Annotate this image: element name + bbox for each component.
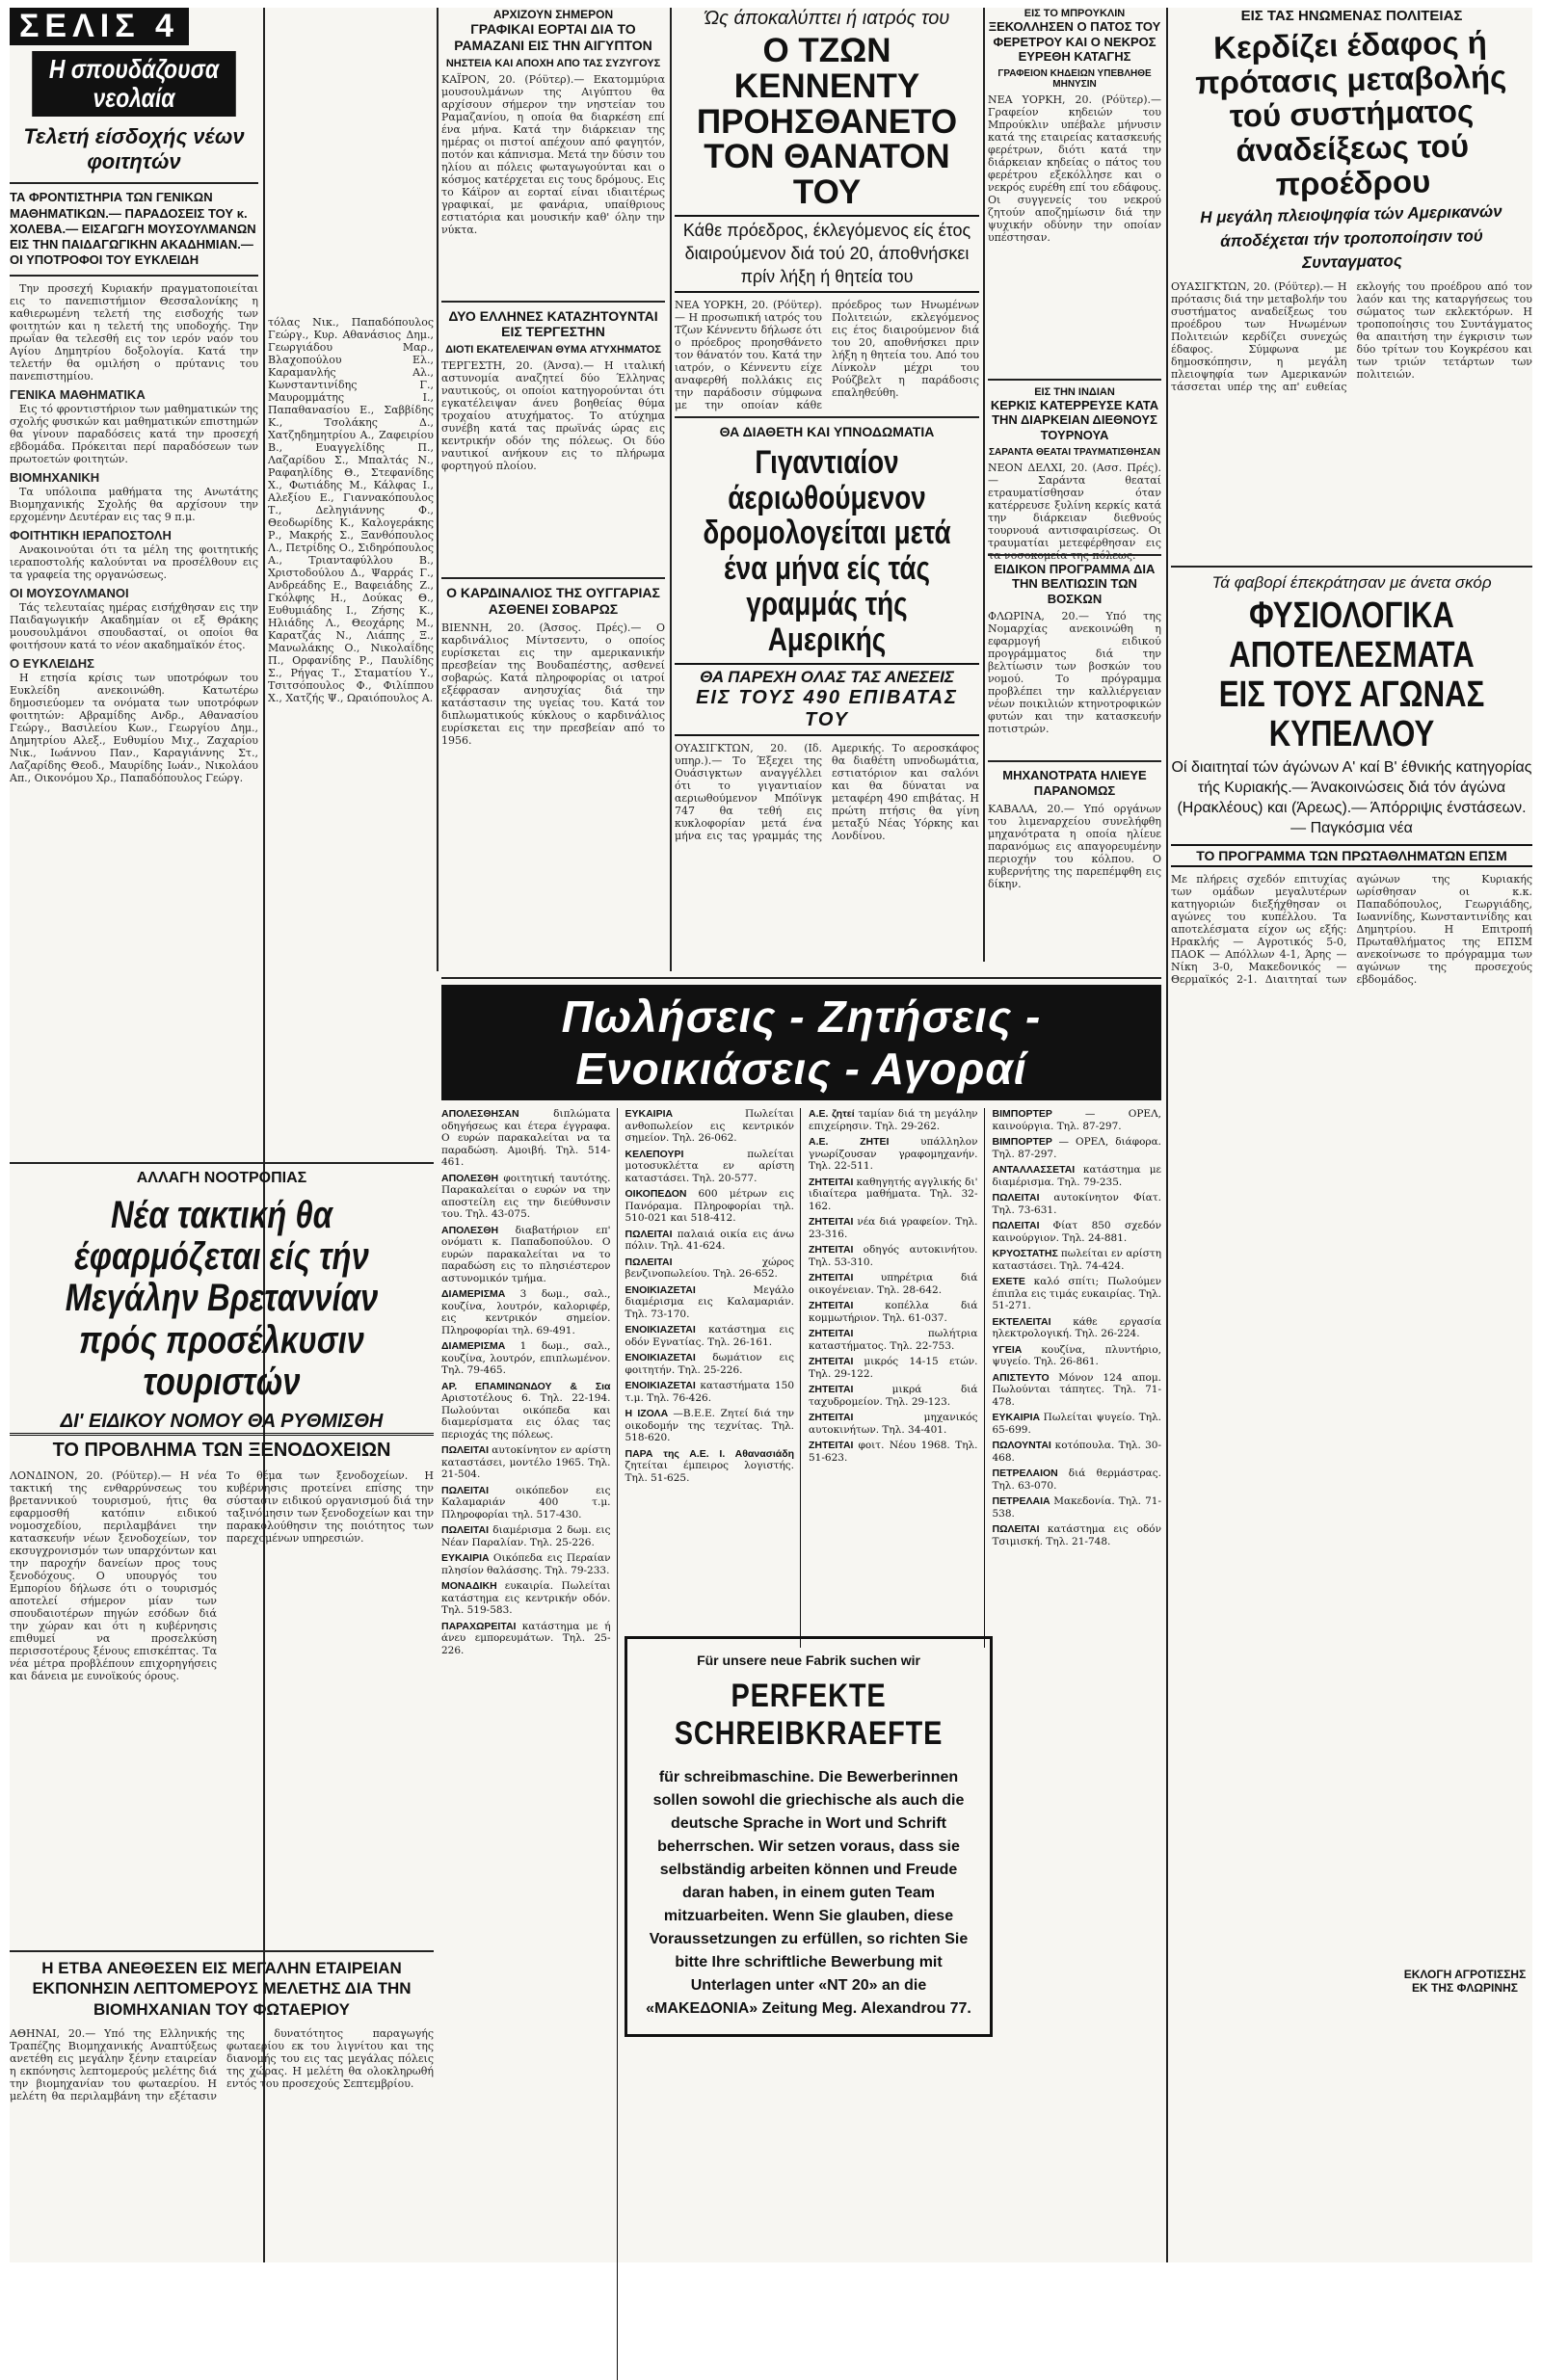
classified-lead: ΖΗΤΕΙΤΑΙ — [809, 1412, 924, 1423]
classified-text: ευκαιρία. Πωλείται κατάστημα εις κεντρικήν οδόν. Τηλ. 519-583. — [441, 1580, 611, 1616]
headline: Ο ΤΖΩΝ ΚΕΝΝΕΝΤΥ ΠΡΟΗΣΘΑΝΕΤΟ ΤΟΝ ΘΑΝΑΤΟΝ ΤΟΥ — [696, 32, 958, 211]
column-rule — [263, 8, 265, 2262]
classified-lead: ΠΕΤΡΕΛΑΙΟΝ — [992, 1468, 1069, 1479]
classified-text: κοτόπουλα. Τηλ. 30-468. — [992, 1440, 1161, 1464]
classified-lead: ΠΩΛΕΙΤΑΙ — [992, 1523, 1048, 1535]
classified-listing — [809, 1272, 978, 1296]
classified-text: πωλείται εν αρίστη καταστάσει. Τηλ. 74-424. — [992, 1248, 1162, 1272]
classified-text: — ΟΡΕΛ, διάφορα. Τηλ. 87-297. — [992, 1136, 1161, 1160]
classified-listing — [441, 1621, 611, 1657]
subhead: ΓΡΑΦΕΙΟΝ ΚΗΔΕΙΩΝ ΥΠΕΒΛΗΘΕ ΜΗΝΥΣΙΝ — [997, 67, 1152, 90]
classified-listing — [441, 1173, 611, 1221]
classified-text: μικρά διά ταχυδρομείον. Τηλ. 29-123. — [809, 1384, 978, 1408]
classified-listing — [625, 1324, 795, 1348]
article-body: ΝΕΟΝ ΔΕΛΧΙ, 20. (Ασσ. Πρές).— Σαράντα θεαταί ετραυματίσθησαν όταν κατέρρευσε ξυλίνη κερκίς κατά την διάρκειαν διεθνούς τουρνουά αντισφαιρίσεως. Οι τραυματίαι μετεφέρθησαν εις τα νοσοκομεία της πόλεως. — [988, 461, 1161, 562]
classified-listing — [993, 1164, 1162, 1188]
classified-lead: Α.Ε. ζητεί — [809, 1108, 859, 1120]
classified-listing — [993, 1412, 1162, 1436]
classified-lead: ΠΩΛΕΙΤΑΙ — [992, 1220, 1053, 1231]
classified-text: — ΟΡΕΛ, καινούργια. Τηλ. 87-297. — [992, 1108, 1161, 1132]
classified-text: καταστήματα 150 τ.μ. Τηλ. 76-426. — [625, 1380, 794, 1404]
classified-lead: ΠΕΤΡΕΛΑΙΑ — [992, 1495, 1054, 1507]
classified-text: διαβατήριον επ' ονόματι κ. Παπαδοπούλου. Ο ευρών παρακαλείται να το παραδώση εις το πλησιέστερον αστυνομικόν τμήμα. — [441, 1224, 611, 1284]
subhead: ΣΑΡΑΝΤΑ ΘΕΑΤΑΙ ΤΡΑΥΜΑΤΙΣΘΗΣΑΝ — [988, 446, 1161, 458]
subhead: ΔΙΟΤΙ ΕΚΑΤΕΛΕΙΨΑΝ ΘΥΜΑ ΑΤΥΧΗΜΑΤΟΣ — [445, 344, 661, 357]
classifieds-column-b — [625, 1108, 802, 1648]
classified-listing — [441, 1444, 611, 1481]
classified-listing — [809, 1177, 978, 1213]
classified-text: ζητείται έμπειρος λογιστής. Τηλ. 51-625. — [625, 1460, 794, 1484]
classified-listing — [993, 1316, 1162, 1340]
article-body: ΛΟΝΔΙΝΟΝ, 20. (Ρόϋτερ).— Η νέα τακτική της ενθαρρύνσεως του βρεταννικού τουρισμού, ήτις θα εφαρμοσθή κατόπιν ειδικού νομοσχεδίου, περιλαμβάνει την κατασκευήν νέων ξενοδοχείων, τον εκσυγχρονισμόν των υπαρχόντων και την παροχήν δανείων προς τους ξενοδόχους. Ο υπουργός του Εμπορίου δήλωσε ότι ο τουρισμός αποτελεί σήμερον μίαν των σπουδαιοτέρων πηγών εσόδων διά την χώραν και ότι η κυβέρνησις επιθυμεί να προσελκύση περισσοτέρους ξένους επισκέπτας. Τα νέα μέτρα προβλέπουν επιχορηγήσεις και δάνεια με ευνοϊκούς όρους. — [10, 1468, 217, 1682]
subhead: ΔΙ' ΕΙΔΙΚΟΥ ΝΟΜΟΥ ΘΑ ΡΥΘΜΙΣΘΗ — [10, 1411, 434, 1436]
article-body: ΝΕΑ ΥΟΡΚΗ, 20. (Ρόϋτερ).— Γραφείον κηδειών του Μπρούκλιν υπέβαλε μήνυσιν κατά της εταιρείας κατασκευής φερέτρων, διότι κατά την διάρκειαν κηδείας ο πάτος του φερέτρου εξεκόλλησε και ο νεκρός ευρέθη επί του εδάφους. Οι συγγενείς του νεκρού ζητούν αποζημίωσιν διά την ψυχικήν οδύνην την οποίαν υπέστησαν. — [988, 93, 1161, 244]
headline: Η ΕΤΒΑ ΑΝΕΘΕΣΕΝ ΕΙΣ ΜΕΓΑΛΗΝ ΕΤΑΙΡΕΙΑΝ ΕΚΠΟΝΗΣΙΝ ΛΕΠΤΟΜΕΡΟΥΣ ΜΕΛΕΤΗΣ ΔΙΑ ΤΗΝ ΒΙΟΜΗΧΑΝΙΑΝ ΤΟΥ ΦΩΤΑΕΡΙΟΥ — [32, 1959, 412, 2019]
classified-listing — [993, 1192, 1162, 1216]
classified-lead: ΔΙΑΜΕΡΙΣΜΑ — [441, 1340, 520, 1352]
classified-listing — [441, 1524, 611, 1548]
classified-lead: ΖΗΤΕΙΤΑΙ — [809, 1384, 892, 1395]
headline: Κερδίζει έδαφος ή πρότασις μεταβολής τού συστήματος άναδείξεως τού προέδρου — [1194, 24, 1507, 202]
headline: Γιγαντιαίον άεριωθούμενον δρομολογείται μετά ένα μήνα είς τάς γραμμάς τής Αμερικής — [703, 444, 951, 658]
classified-text: 3 δωμ., σαλ., κουζίνα, λουτρόν, καλοριφέρ, εις κεντρικόν σημείον. Πληροφορίαι τηλ. 69-491. — [441, 1288, 611, 1336]
classified-listing — [809, 1356, 978, 1380]
article-tourism — [10, 1156, 434, 1922]
column-rule — [983, 8, 985, 962]
classified-text: υπάλληλον γνωρίζουσαν γραφομηχανήν. Τηλ. 22-511. — [809, 1136, 978, 1172]
column-us-sports — [1171, 8, 1532, 1995]
classified-listing — [625, 1149, 795, 1185]
classified-listing — [441, 1108, 611, 1169]
classified-lead: ΕΝΟΙΚΙΑΖΕΤΑΙ — [625, 1380, 701, 1391]
classified-lead: ΠΩΛΟΥΝΤΑΙ — [992, 1440, 1055, 1451]
classified-text: κατάστημα εις οδόν Εγνατίας. Τηλ. 26-161. — [625, 1324, 794, 1348]
classified-listing — [625, 1284, 795, 1321]
article-body: ΤΕΡΓΕΣΤΗ, 20. (Άνσα).— Η ιταλική αστυνομία αναζητεί δύο Έλληνας ναυτικούς, οι οποίοι κατηγορούνται ότι εγκατέλειψαν άνευ βοηθείας θύμα τροχαίου ατυχήματος. Το ατύχημα συνέβη κατά τας πρωϊνάς ώρας εις κεντρικήν οδόν της πόλεως. Οι δύο ναυτικοί ανήκουν εις το πλήρωμα φορτηγού πλοίου. — [441, 359, 665, 473]
classified-listing — [993, 1136, 1162, 1160]
subhead: ΤΟ ΠΡΟΓΡΑΜΜΑ ΤΩΝ ΠΡΩΤΑΘΛΗΜΑΤΩΝ ΕΠΣΜ — [1171, 844, 1532, 867]
classified-lead: ΖΗΤΕΙΤΑΙ — [809, 1244, 864, 1256]
classified-listing — [993, 1440, 1162, 1464]
article-body: Με πλήρεις σχεδόν επιτυχίας των ομάδων μεγαλυτέρων κατηγοριών διεξήχθησαν οι αγώνες του κυπέλλου. Τα αποτελέσματα είχον ως εξής: Ηρακλής — Αγροτικός 5-0, ΠΑΟΚ — Απόλλων 4-1, Άρης — Νίκη 3-0, Μακεδονικός — Θερμαϊκός 2-1. Διαιτηταί των αγώνων της Κυριακής ωρίσθησαν οι κ.κ. Παπαδόπουλος, Γεωργιάδης, Ιωαννίδης, Κωνσταντινίδης και Δημητρίου. Η Επιτροπή Πρωταθλήματος της ΕΠΣΜ ανεκοίνωσε το πρόγραμμα των αγώνων της προσεχούς εβδομάδος. — [1171, 873, 1532, 987]
classified-lead: ΑΠΙΣΤΕΥΤΟ — [992, 1371, 1059, 1384]
classified-text: Φίατ 850 σχεδόν καινούργιον. Τηλ. 24-881. — [992, 1220, 1161, 1244]
classified-text: Μεγάλο διαμέρισμα εις Καλαμαριάν. Τηλ. 73-170. — [625, 1283, 794, 1320]
kicker: ΕΙΣ ΤΗΝ ΙΝΔΙΑΝ — [1034, 385, 1115, 398]
deck: Κάθε πρόεδρος, έκλεγόμενος είς έτος διαιρούμενον διά τού 20, άποθνήσκει πρίν λήξη ή θητεία του — [675, 215, 979, 293]
classified-lead: ΠΩΛΕΙΤΑΙ — [441, 1444, 492, 1456]
page-number-badge: ΣΕΛΙΣ 4 — [10, 8, 189, 45]
classified-lead: ΕΝΟΙΚΙΑΖΕΤΑΙ — [625, 1352, 713, 1363]
classifieds-column-c — [809, 1108, 985, 1648]
classified-text: οδηγός αυτοκινήτου. Τηλ. 53-310. — [809, 1244, 978, 1268]
classified-lead: Α.Ε. ΖΗΤΕΙ — [809, 1136, 921, 1148]
classified-lead: ΠΑΡΑΧΩΡΕΙΤΑΙ — [441, 1620, 522, 1632]
subhead: ΒΙΟΜΗΧΑΝΙΚΗ — [10, 469, 100, 485]
classified-listing — [625, 1380, 795, 1404]
classified-lead: ΑΝΤΑΛΛΑΣΣΕΤΑΙ — [992, 1164, 1083, 1176]
classified-lead: ΚΡΥΟΣΤΑΤΗΣ — [992, 1248, 1061, 1259]
classified-lead: ΑΠΟΛΕΣΘΗ — [441, 1224, 516, 1236]
classified-listing — [625, 1188, 795, 1225]
classified-text: δωμάτιον εις φοιτητήν. Τηλ. 25-226. — [625, 1352, 794, 1376]
classified-text: 600 μέτρων εις Πανόραμα. Πληροφορίαι τηλ. 510-021 και 518-412. — [625, 1188, 794, 1224]
classified-lead: ΖΗΤΕΙΤΑΙ — [809, 1216, 858, 1228]
classified-lead: ΠΑΡΑ της Α.Ε. Ι. Αθανασιάδη — [625, 1447, 794, 1460]
column-rule — [1166, 8, 1168, 2262]
classified-listing — [809, 1328, 978, 1352]
classified-lead: ΕΥΚΑΙΡΙΑ — [441, 1552, 493, 1564]
classified-text: διπλώματα οδηγήσεως και έτερα έγγραφα. Ο ευρών παρακαλείται να τα παραδώση. Αμοιβή. Τηλ. 514-461. — [441, 1108, 611, 1168]
classified-lead: ΕΝΟΙΚΙΑΖΕΤΑΙ — [625, 1283, 754, 1296]
subhead: Ο ΕΥΚΛΕΙΔΗΣ — [10, 655, 94, 671]
subhead: ΕΙΣ ΤΟΥΣ 490 ΕΠΙΒΑΤΑΣ ΤΟΥ — [675, 687, 979, 736]
classified-lead: ΒΙΜΠΟΡΤΕΡ — [992, 1136, 1059, 1148]
classified-lead: ΠΩΛΕΙΤΑΙ — [992, 1192, 1054, 1203]
classified-text: ταμίαν διά τη μεγάλην επιχείρησιν. Τηλ. 29-262. — [809, 1108, 978, 1132]
classified-lead: ΥΓΕΙΑ — [992, 1343, 1042, 1356]
advert-title: PERFEKTE SCHREIBKRAEFTE — [674, 1678, 944, 1752]
article-jumbo-jet-box — [675, 410, 979, 1041]
classified-lead: Η ΙΖΟΛΑ — [625, 1408, 674, 1419]
classified-listing — [441, 1580, 611, 1617]
classified-listing — [809, 1440, 978, 1464]
headline: Ο ΚΑΡΔΙΝΑΛΙΟΣ ΤΗΣ ΟΥΓΓΑΡΙΑΣ ΑΣΘΕΝΕΙ ΣΟΒΑΡΩΣ — [446, 585, 660, 617]
column-student-news — [10, 8, 258, 788]
kicker: ΑΡΧΙΖΟΥΝ ΣΗΜΕΡΟΝ — [492, 8, 614, 21]
classified-listing — [809, 1384, 978, 1408]
classified-lead: ΖΗΤΕΙΤΑΙ — [809, 1356, 864, 1367]
classified-listing — [625, 1256, 795, 1281]
article-deck: ΤΑ ΦΡΟΝΤΙΣΤΗΡΙΑ ΤΩΝ ΓΕΝΙΚΩΝ ΜΑΘΗΜΑΤΙΚΩΝ.— ΠΑΡΑΔΟΣΕΙΣ ΤΟΥ κ. ΧΟΛΕΒΑ.— ΕΙΣΑΓΩΓΗ ΜΟΥΣΟΥΛΜΑΝΩΝ ΕΙΣ ΤΗΝ ΠΑΙΔΑΓΩΓΙΚΗΝ ΑΚΑΔΗΜΙΑΝ.— ΟΙ ΥΠΟΤΡΟΦΟΙ ΤΟΥ ΕΥΚΛΕΙΔΗ — [10, 190, 256, 268]
classifieds-banner: Πωλήσεις - Ζητήσεις - Ενοικιάσεις - Αγοραί — [441, 985, 1161, 1100]
classified-lead: ΖΗΤΕΙΤΑΙ — [809, 1440, 859, 1451]
column-student-list — [268, 316, 434, 875]
article-body: Το θέμα των ξενοδοχείων. Η κυβέρνησις προτείνει επίσης την σύστασιν ειδικού οργανισμού διά την ταξινόμησιν των ξενοδοχείων και την παρακολούθησιν της ποιότητος των παρεχομένων υπηρεσιών. — [226, 1468, 434, 1545]
column-rule — [670, 8, 672, 971]
classified-listing — [993, 1372, 1162, 1409]
classified-text: Πωλείται ανθοπωλείον εις κεντρικόν σημείον. Τηλ. 26-062. — [625, 1108, 794, 1144]
article-body: ΑΘΗΝΑΙ, 20.— Υπό της Ελληνικής Τραπέζης Βιομηχανικής Αναπτύξεως ανετέθη εις μεγάλην ξένην εταιρείαν η εκπόνησις λεπτομερούς μελέτης διά την βιομηχανίαν του φωταερίου. Η μελέτη θα περιλαμβάνη την εξέτασιν της δυνατότητος παραγωγής φωταερίου εκ του λιγνίτου και της διανομής του εις τας μεγάλας πόλεις της χώρας. Η μελέτη θα ολοκληρωθή εντός του προσεχούς Σεπτεμβρίου. — [10, 2026, 434, 2102]
classified-lead: ΑΠΟΛΕΣΘΗ — [441, 1172, 504, 1184]
classified-text: Μόνον 124 απομ. Πωλούνται τάπητες. Τηλ. 71-478. — [992, 1371, 1161, 1408]
advert-intro: Für unsere neue Fabrik suchen wir — [697, 1653, 920, 1668]
classified-listing — [993, 1276, 1162, 1312]
classified-listing — [441, 1288, 611, 1336]
classified-text: Οικόπεδα εις Περαίαν πλησίον θαλάσσης. Τηλ. 79-233. — [441, 1552, 611, 1576]
deck: Η μεγάλη πλειοψηφία τών Αμερικανών άποδέχεται τήν τροποποίησιν τού Συνταγματος — [1200, 201, 1502, 273]
kicker: ΑΛΛΑΓΗ ΝΟΟΤΡΟΠΙΑΣ — [136, 1170, 307, 1186]
article-etba — [10, 1944, 434, 2259]
classified-text: μηχανικός αυτοκινήτων. Τηλ. 34-401. — [809, 1412, 978, 1436]
classified-lead: ΠΩΛΕΙΤΑΙ — [441, 1484, 517, 1496]
classified-lead: ΕΥΚΑΙΡΙΑ — [625, 1108, 746, 1120]
column-briefs — [441, 8, 665, 824]
headline: ΜΗΧΑΝΟΤΡΑΤΑ ΗΛΙΕΥΕ ΠΑΡΑΝΟΜΩΣ — [1002, 768, 1147, 798]
job-advert-box — [625, 1636, 993, 2037]
classified-lead: ΑΠΟΛΕΣΘΗΣΑΝ — [441, 1108, 554, 1120]
classified-text: οικόπεδον εις Καλαμαριάν 400 τ.μ. Πληροφορίαι τηλ. 517-430. — [441, 1484, 611, 1521]
column-rule — [437, 8, 439, 971]
classified-text: χώρος βενζινοπωλείου. Τηλ. 26-652. — [625, 1256, 794, 1280]
classified-lead: ΒΙΜΠΟΡΤΕΡ — [992, 1108, 1085, 1120]
kicker: Τά φαβορί έπεκράτησαν με άνετα σκόρ — [1211, 573, 1492, 593]
classified-lead: ΔΙΑΜΕΡΙΣΜΑ — [441, 1288, 520, 1300]
classified-listing — [441, 1485, 611, 1521]
subhead: ΓΕΝΙΚΑ ΜΑΘΗΜΑΤΙΚΑ — [10, 386, 146, 402]
classified-text: καθηγητής αγγλικής δι' ιδιαίτερα μαθήματα. Τηλ. 32-162. — [809, 1176, 978, 1212]
classified-text: Αριστοτέλους 6. Τηλ. 22-194. Πωλούνται οικόπεδα και διαμερίσματα εις όλας τας περιοχάς της πόλεως. — [441, 1392, 611, 1441]
classified-lead: ΖΗΤΕΙΤΑΙ — [809, 1272, 881, 1283]
headline: ΚΕΡΚΙΣ ΚΑΤΕΡΡΕΥΣΕ ΚΑΤΑ ΤΗΝ ΔΙΑΡΚΕΙΑΝ ΔΙΕΘΝΟΥΣ ΤΟΥΡΝΟΥΑ — [990, 397, 1159, 442]
kicker: ΕΙΣ ΤΑΣ ΗΝΩΜΕΝΑΣ ΠΟΛΙΤΕΙΑΣ — [1240, 8, 1463, 24]
classified-text: 1 δωμ., σαλ., κουζίνα, λουτρόν, επιπλωμένον. Τηλ. 79-465. — [441, 1340, 611, 1376]
subhead: ΝΗΣΤΕΙΑ ΚΑΙ ΑΠΟΧΗ ΑΠΟ ΤΑΣ ΣΥΖΥΓΟΥΣ — [445, 57, 661, 69]
headline: ΦΥΣΙΟΛΟΓΙΚΑ ΑΠΟΤΕΛΕΣΜΑΤΑ ΕΙΣ ΤΟΥΣ ΑΓΩΝΑΣ ΚΥΠΕΛΛΟΥ — [1218, 595, 1485, 755]
classified-listing — [809, 1108, 978, 1132]
classified-listing — [441, 1340, 611, 1377]
classified-listing — [993, 1220, 1162, 1244]
classified-text: κατάστημα εις οδόν Τσιμισκή. Τηλ. 21-748. — [992, 1523, 1161, 1547]
classified-lead: ΖΗΤΕΙΤΑΙ — [809, 1176, 857, 1188]
classified-text: φοιτ. Νέου 1968. Τηλ. 51-623. — [809, 1440, 978, 1464]
classified-text: καλό σπίτι; Πωλούμεν έπιπλα εις τιμάς ευκαιρίας. Τηλ. 51-271. — [992, 1276, 1161, 1311]
classifieds-section — [441, 971, 1161, 2380]
headline: ΓΡΑΦΙΚΑΙ ΕΟΡΤΑΙ ΔΙΑ ΤΟ ΡΑΜΑΖΑΝΙ ΕΙΣ ΤΗΝ ΑΙΓΥΠΤΟΝ — [454, 21, 652, 53]
classified-lead: ΕΧΕΤΕ — [992, 1276, 1034, 1287]
classified-lead: ΠΩΛΕΙΤΑΙ — [441, 1524, 493, 1536]
classified-text: κατάστημα με ή άνευ εμπορευμάτων. Τηλ. 25-226. — [441, 1620, 611, 1656]
classified-lead: ΖΗΤΕΙΤΑΙ — [809, 1328, 928, 1339]
classified-listing — [441, 1381, 611, 1441]
classified-lead: ΕΚΤΕΛΕΙΤΑΙ — [992, 1315, 1074, 1328]
classified-listing — [993, 1523, 1162, 1547]
classified-listing — [993, 1344, 1162, 1368]
classified-listing — [625, 1108, 795, 1145]
classified-text: κάθε εργασία ηλεκτρολογική. Τηλ. 26-224. — [992, 1315, 1161, 1339]
subhead: ΦΟΙΤΗΤΙΚΗ ΙΕΡΑΠΟΣΤΟΛΗ — [10, 527, 172, 542]
classified-text: παλαιά οικία εις άνω πόλιν. Τηλ. 41-624. — [625, 1228, 794, 1252]
classified-listing — [441, 1552, 611, 1576]
headline: ΔΥΟ ΕΛΛΗΝΕΣ ΚΑΤΑΖΗΤΟΥΝΤΑΙ ΕΙΣ ΤΕΡΓΕΣΤΗΝ — [448, 307, 658, 340]
classified-listing — [809, 1136, 978, 1173]
classified-listing — [625, 1448, 795, 1485]
headline: ΕΙΔΙΚΟΝ ΠΡΟΓΡΑΜΜΑ ΔΙΑ ΤΗΝ ΒΕΛΤΙΩΣΙΝ ΤΩΝ ΒΟΣΚΩΝ — [994, 561, 1156, 606]
classified-lead: ΑΡ. ΕΠΑΜΙΝΩΝΔΟΥ & Σια — [441, 1380, 611, 1392]
classified-listing — [993, 1248, 1162, 1272]
kicker: ΘΑ ΔΙΑΘΕΤΗ ΚΑΙ ΥΠΝΟΔΩΜΑΤΙΑ — [719, 424, 935, 439]
subhead: ΟΙ ΜΟΥΣΟΥΛΜΑΝΟΙ — [10, 585, 129, 600]
article-body: ΚΑΪΡΟΝ, 20. (Ρόϋτερ).— Εκατομμύρια μουσουλμάνων της Αιγύπτου θα αρχίσουν σήμερον την νηστείαν του Ραμαζανίου, η οποία θα διαρκέση επί ένα μήνα. Κατά την διάρκειαν της ημέρας οι πιστοί απέχουν από φαγητόν, ποτόν και κάπνισμα. Μετά την δύσιν του ηλίου αι πόλεις φωταγωγούνται και ο κόσμος κατέρχεται εις τους δρόμους. Εις το Κάϊρον αι εορταί είναι ιδιαιτέρως γραφικαί, με φανάρια, υπαίθριους εστιατόρια και μουσικήν καθ' όλην την νύκτα. — [441, 72, 666, 236]
advert-body: für schreibmaschine. Die Bewerberinnen sollen sowohl die griechische als auch die deutsche Sprache in Wort und Schrift beherrschen. Wir setzen voraus, dass sie selbständig arbeiten können und Freude daran haben, in einem guten Team mitzuarbeiten. Wenn Sie glauben, diese Voraussetzungen zu erfüllen, so richten Sie bitte Ihre schriftliche Bewerbung mit Unterlagen unter «NT 20» an die «ΜΑΚΕΔΟΝΙΑ» Zeitung Meg. Alexandrou 77. — [646, 1769, 971, 2017]
classified-listing — [809, 1300, 978, 1324]
subhead: ΤΟ ΠΡΟΒΛΗΜΑ ΤΩΝ ΞΕΝΟΔΟΧΕΙΩΝ — [52, 1439, 391, 1461]
classified-text: αυτοκίνητον Φίατ. Τηλ. 73-631. — [992, 1192, 1161, 1216]
classified-listing — [993, 1108, 1162, 1132]
classified-text: αυτοκίνητον εν αρίστη καταστάσει, μοντέλο 1965. Τηλ. 21-504. — [441, 1444, 611, 1480]
student-list-body: τόλας Νικ., Παπαδόπουλος Γεώργ., Κυρ. Αθανάσιος Δημ., Γεωργιάδου Μαρ., Βλαχοπούλου Ελ., Καραμανλής Αλ., Κωνσταντινίδης Γ., Μαυρομμάτης Ι., Παπαθανασίου Ε., Σαββίδης Κ., Τσολάκης Δ., Χατζηδημητρίου Α., Ζαφειρίου Β., Ευαγγελίδης Π., Λαζαρίδου Σ., Μπαλτάς Ν., Ραφαηλίδης Θ., Στεφανίδης Χ., Φωτιάδης Μ., Κάλφας Ι., Αλεξίου Ε., Γιαννακόπουλος Τ., Δεληγιάννης Φ., Θεοδωρίδης Κ., Καλογεράκης Ρ., Μακρής Σ., Ξανθόπουλος Λ., Πετρίδης Ο., Σιδηρόπουλος Α., Τριανταφύλλου Β., Χριστοδούλου Δ., Ψαρράς Γ., Ανδρεάδης Ε., Βαφειάδης Ζ., Γκόλφης Η., Δούκας Θ., Ευθυμιάδης Ι., Ζήσης Κ., Ηλιάδης Λ., Θεοχάρης Μ., Καρατζάς Ν., Λιάπης Ξ., Μανωλάκης Ο., Νικολαΐδης Π., Ορφανίδης Ρ., Παυλίδης Σ., Ρήγας Τ., Σταματίου Υ., Τσιτσόπουλος Φ., Φιλίππου Χ., Χατζής Ψ., Ωραιόπουλος Α. — [268, 316, 434, 704]
headline: Νέα τακτική θα έφαρμόζεται είς τήν Μεγάλην Βρεταννίαν πρός προσέλκυσιν τουριστών — [65, 1194, 379, 1403]
classified-text: μικρός 14-15 ετών. Τηλ. 29-122. — [809, 1356, 978, 1380]
classified-lead: ΕΥΚΑΙΡΙΑ — [992, 1412, 1044, 1423]
classified-listing — [809, 1412, 978, 1436]
classified-listing — [625, 1352, 795, 1376]
article-body: ΟΥΑΣΙΓΚΤΩΝ, 20. (Ρόϋτερ).— Η πρότασις διά την μεταβολήν του συστήματος αναδείξεως του προέδρου των Ηνωμένων Πολιτειών κερδίζει συνεχώς έδαφος. Σύμφωνα με δημοσκόπησιν, η μεγάλη πλειοψηφία των Αμερικανών τάσσεται υπέρ της απ' ευθείας εκλογής του προέδρου από τον λαόν και της καταργήσεως του σώματος των εκλεκτόρων. Η τροποποίησις του Συντάγματος θα απαιτήση την έγκρισιν των δύο τρίτων του Κογκρέσου και των τριών τετάρτων των πολιτειών. — [1171, 280, 1532, 394]
classified-text: πωλείται μοτοσυκλέττα εν αρίστη καταστάσει. Τηλ. 20-577. — [625, 1148, 794, 1184]
headline: ΞΕΚΟΛΛΗΣΕΝ Ο ΠΑΤΟΣ ΤΟΥ ΦΕΡΕΤΡΟΥ ΚΑΙ Ο ΝΕΚΡΟΣ ΕΥΡΕΘΗ ΚΑΤΑΓΗΣ — [988, 19, 1161, 65]
classified-listing — [441, 1225, 611, 1285]
classifieds-column-a — [441, 1108, 618, 2380]
article-body: ΒΙΕΝΝΗ, 20. (Άσσος. Πρές).— Ο καρδινάλιος Μίντσεντυ, ο οποίος ευρίσκεται εις την αμερικανικήν πρεσβείαν της Βουδαπέστης, ασθενεί σοβαρώς. Κατά πληροφορίας οι ιατροί εξέφρασαν ανησυχίας διά την κατάστασιν της υγείας του. Κατά τον διπλωματικούς κύκλους ο καρδινάλιος ευρίσκεται εις την πρεσβείαν από το 1956. — [441, 621, 665, 747]
article-title: Τελετή είσδοχής νέων φοιτητών — [23, 124, 245, 174]
strap: Ώς άποκαλύπτει ή ιατρός του — [704, 8, 950, 29]
classified-lead: ΠΩΛΕΙΤΑΙ — [625, 1228, 678, 1240]
classified-listing — [625, 1408, 795, 1444]
classified-text: Μακεδονία. Τηλ. 71-538. — [992, 1495, 1161, 1520]
article-body: ΟΥΑΣΙΓΚΤΩΝ, 20. (Ιδ. υπηρ.).— Το Έξεχει της Ουάσιγκτων αναγγέλλει ότι το γιγαντιαίον αεριωθούμενον Μπόϊνγκ 747 θα τεθή εις κυκλοφορίαν μετά ένα μήνα εις τας γραμμάς της Αμερικής. Το αεροσκάφος θα διαθέτη υπνοδωμάτια, εστιατόριον και σαλόνι και θα δύναται να μεταφέρη 490 επιβάτας. Η πρώτη πτήσις θα γίνη μεταξύ Νέας Υόρκης και Λονδίνου. — [675, 742, 979, 843]
column-world-briefs — [988, 8, 1161, 890]
classified-text: κουζίνα, πλυντήριο, ψυγείο. Τηλ. 26-861. — [992, 1343, 1161, 1367]
classified-listing — [809, 1216, 978, 1240]
deck: Οί διαιτηταί τών άγώνων Α' καί Β' έθνικής κατηγορίας τής Κυριακής.— Άνακοινώσεις διά τόν άγώνα (Ηρακλέους) και (Άρεως).— Άπόρριψις ένστάσεων.— Παγκόσμια νέα — [1171, 759, 1532, 836]
classified-lead: ΕΝΟΙΚΙΑΖΕΤΑΙ — [625, 1324, 709, 1335]
article-body: ΚΑΒΑΛΑ, 20.— Υπό οργάνων του λιμεναρχείου συνελήφθη μηχανότρατα η οποία ηλίευε παρανόμως εις απαγορευμένην περιοχήν του κόλπου. Ο κυβερνήτης της παρεπέμφθη εις δίκην. — [988, 802, 1161, 890]
classified-lead: ΟΙΚΟΠΕΔΟΝ — [625, 1188, 699, 1200]
classified-text: —Β.Ε.Ε. Ζητεί διά την οικοδομήν της τεχνίτας. Τηλ. 518-620. — [625, 1408, 794, 1443]
classified-lead: ΚΕΛΕΠΟΥΡΙ — [625, 1148, 748, 1160]
classified-listing — [993, 1495, 1162, 1520]
classified-text: φοιτητική ταυτότης. Παρακαλείται ο ευρών να την αποστείλη εις την διεύθυνσιν του. Τηλ. 43-075. — [441, 1172, 611, 1220]
kicker: ΕΙΣ ΤΟ ΜΠΡΟΥΚΛΙΝ — [1024, 8, 1126, 19]
classified-text: κοπέλλα διά κομμωτήριον. Τηλ. 61-037. — [809, 1300, 978, 1324]
subhead: ΕΚΛΟΓΗ ΑΓΡΟΤΙΣΣΗΣ ΕΚ ΤΗΣ ΦΛΩΡΙΝΗΣ — [1403, 1968, 1527, 1996]
classified-text: νέα διά γραφείον. Τηλ. 23-316. — [809, 1216, 978, 1240]
classified-lead: ΜΟΝΑΔΙΚΗ — [441, 1580, 505, 1592]
classified-listing — [625, 1229, 795, 1253]
classified-text: διά θερμάστρας. Τηλ. 63-070. — [992, 1468, 1161, 1492]
classified-listing — [993, 1468, 1162, 1492]
classified-text: υπηρέτρια διά οικογένειαν. Τηλ. 28-642. — [809, 1272, 978, 1296]
article-body: ΦΛΩΡΙΝΑ, 20.— Υπό της Νομαρχίας ανεκοινώθη η εφαρμογή ειδικού προγράμματος διά την βελτίωσιν των βοσκών του νομού. Το πρόγραμμα προβλέπει την καλλιέργειαν νέων ποικιλιών κτηνοτροφικών φυτών και την κατασκευήν ποτιστρών. — [988, 610, 1161, 736]
classified-listing — [809, 1244, 978, 1268]
classifieds-column-d — [993, 1108, 1162, 2380]
classified-lead: ΠΩΛΕΙΤΑΙ — [625, 1256, 762, 1268]
subhead: ΘΑ ΠΑΡΕΧΗ ΟΛΑΣ ΤΑΣ ΑΝΕΣΕΙΣ — [675, 663, 979, 687]
article-body: ΝΕΑ ΥΟΡΚΗ, 20. (Ρόϋτερ).— Η προσωπική ιατρός του Τζων Κέννεντυ δήλωσε ότι ο πρόεδρος προησθάνετο τον θάνατόν του. Κατά την ιατρόν, ο Κέννεντυ είχε αναφερθή πολλάκις εις την παράδοσιν σύμφωνα με την οποίαν κάθε πρόεδρος των Ηνωμένων Πολιτειών, εκλεγόμενος εις έτος διαιρούμενον διά του 20, αποθνήσκει πριν λήξη η θητεία του. Από του Λίνκολν μέχρι του Ρούζβελτ η παράδοσις επαληθεύθη. — [675, 298, 979, 411]
section-banner: Η σπουδάζουσα νεολαία — [32, 51, 236, 117]
article-body: Την προσεχή Κυριακήν πραγματοποιείται εις το πανεπιστήμιον Θεσσαλονίκης η καθιερωμένη τελετή της εισδοχής των φοιτητών και η τελετή της υποδοχής. Την πρωΐαν θα τελεσθή εις τον ιερόν ναόν του Αγίου Δημητρίου δοξολογία. Κατά την τελετήν θα ομιλήση ο πρύτανις του πανεπιστημίου. ΓΕΝΙΚΑ ΜΑΘΗΜΑΤΙΚΑ Εις τό φροντιστήριον των μαθηματικών της σχολής φυσικών και μαθηματικών επιστημών θα γίνουν παραδόσεις κατά την προσεχή εβδομάδα. Πρόκειται περί παραδόσεων των πρωτοετών φοιτητών. ΒΙΟΜΗΧΑΝΙΚΗ Τα υπόλοιπα μαθήματα της Ανωτάτης Βιομηχανικής Σχολής θα αρχίσουν την ερχομένην Δευτέραν εις τας 9 π.μ. ΦΟΙΤΗΤΙΚΗ ΙΕΡΑΠΟΣΤΟΛΗ Ανακοινούται ότι τα μέλη της φοιτητικής ιεραποστολής καλούνται να προσέλθουν εις τα γραφεία της οργανώσεως. ΟΙ ΜΟΥΣΟΥΛΜΑΝΟΙ Τάς τελευταίας ημέρας εισήχθησαν εις την Παιδαγωγικήν Ακαδημίαν οι εξ Θράκης μουσουλμάνοι σπουδασταί, οι οποίοι θα φοιτήσουν κατά το νέον ακαδημαϊκόν έτος. Ο ΕΥΚΛΕΙΔΗΣ Η ετησία κρίσις των υποτρόφων του Ευκλείδη ανεκοινώθη. Κατωτέρω δημοσιεύομεν τα ονόματα των υποτρόφων φοιτητών: Αβραμίδης Ανδρ., Αθανασίου Γεώργ., Βασιλείου Κων., Γεωργίου Δημ., Δημητρίου Αλεξ., Ευθυμίου Μιχ., Ζαχαρίου Νικ., Ιωάννου Παν., Καραγιάννης Στ., Λαζαρίδης Θεοδ., Μαυρίδης Ιωάν., Νικολάου Απ., Οικονόμου Χρ., Παπαδόπουλος Γεώργ. — [10, 281, 258, 784]
classified-lead: ΖΗΤΕΙΤΑΙ — [809, 1300, 886, 1311]
classified-text: πωλήτρια καταστήματος. Τηλ. 22-753. — [809, 1328, 978, 1352]
newspaper-page — [10, 8, 1532, 2262]
classified-text: διαμέρισμα 2 δωμ. εις Νέαν Παραλίαν. Τηλ. 25-226. — [441, 1524, 611, 1548]
classified-text: κατάστημα με διαμέρισμα. Τηλ. 79-235. — [992, 1164, 1161, 1188]
classified-text: Πωλείται ψυγείο. Τηλ. 65-699. — [992, 1412, 1161, 1436]
